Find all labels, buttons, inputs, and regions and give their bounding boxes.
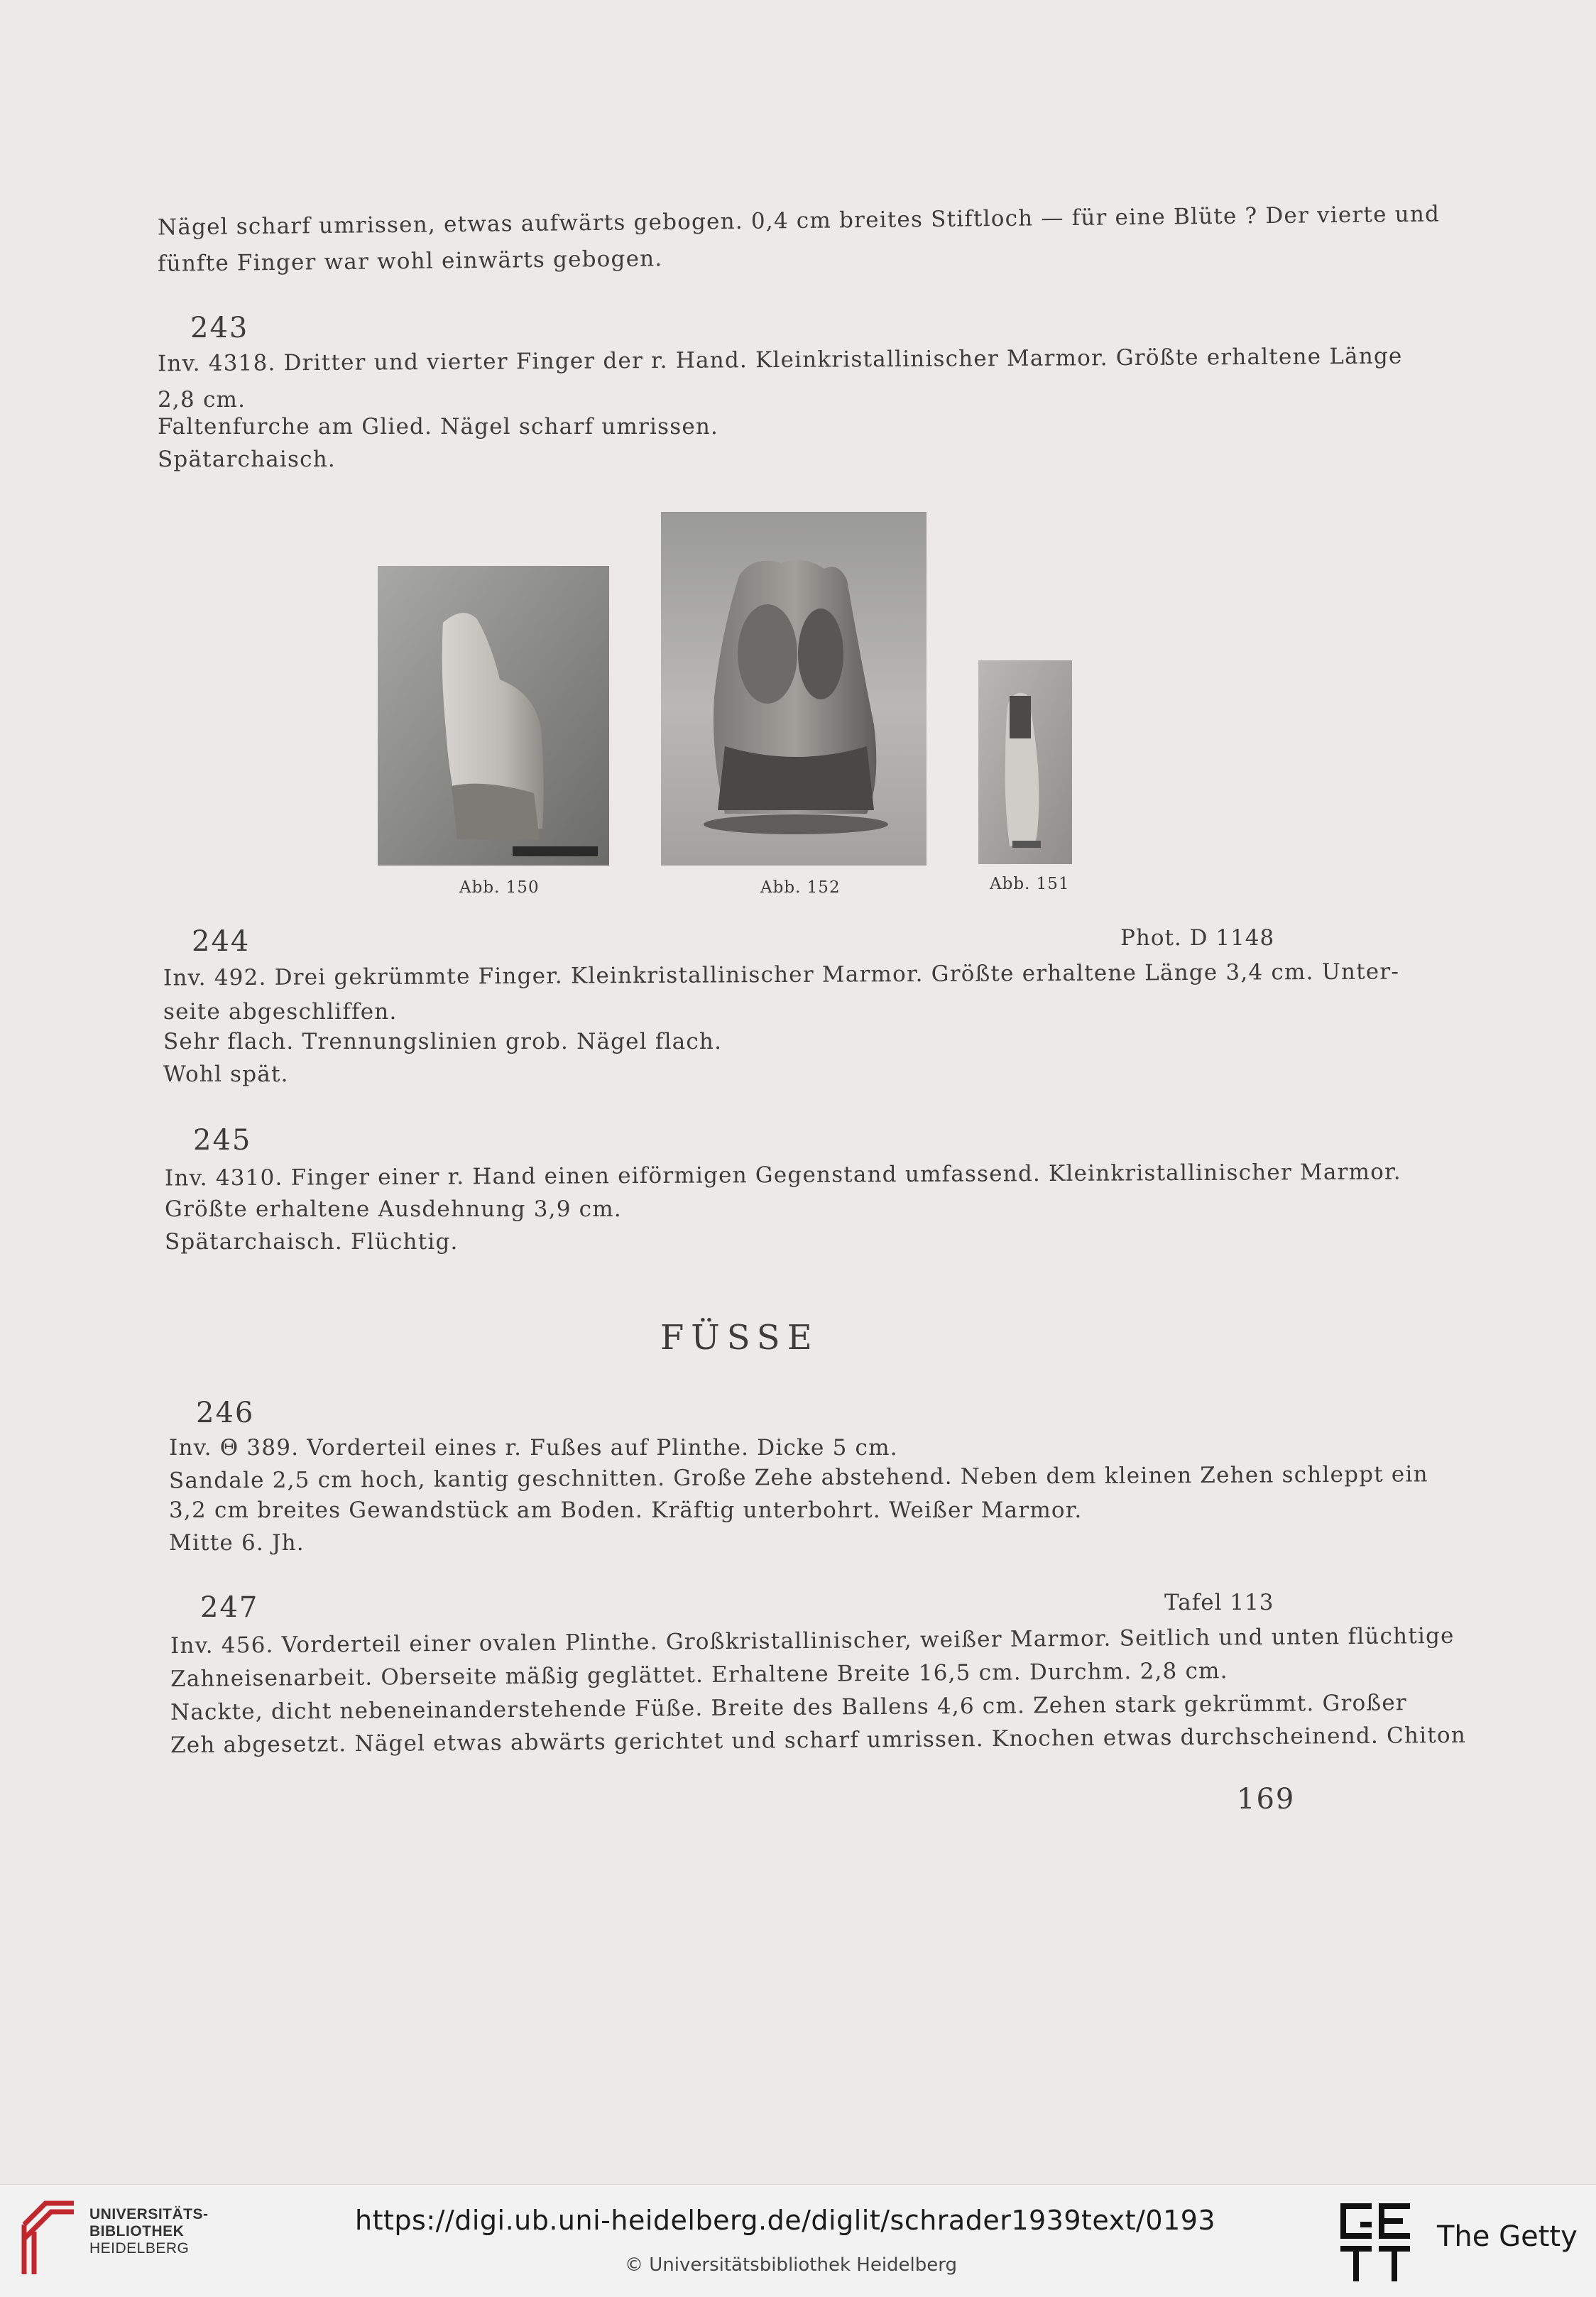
university-library-logo-icon — [17, 2196, 78, 2281]
figure-abb-151 — [978, 660, 1072, 864]
entry-line: 3,2 cm breites Gewandstück am Boden. Kräftig unterbohrt. Weißer Marmor. — [169, 1497, 1083, 1523]
entry-line: Zahneisenarbeit. Oberseite mäßig geglättet. Erhaltene Breite 16,5 cm. Durchm. 2,8 cm. — [170, 1658, 1228, 1692]
entry-line: Inv. 4310. Finger einer r. Hand einen eiförmigen Gegenstand umfassend. Kleinkristallinischer Marmor. — [164, 1159, 1401, 1191]
permalink-url[interactable]: https://digi.ub.uni-heidelberg.de/diglit/schrader1939text/0193 — [355, 2205, 1216, 2236]
entry-line: Sehr flach. Trennungslinien grob. Nägel flach. — [163, 1029, 723, 1054]
entry-line: 2,8 cm. — [158, 387, 246, 413]
entry-number: 243 — [190, 312, 249, 344]
figure-abb-150 — [378, 566, 609, 866]
photo-reference: Phot. D 1148 — [1120, 925, 1275, 951]
entry-line: Größte erhaltene Ausdehnung 3,9 cm. — [165, 1196, 622, 1222]
university-library-name: UNIVERSITÄTS- BIBLIOTHEK HEIDELBERG — [89, 2206, 209, 2257]
entry-number: 245 — [193, 1124, 252, 1157]
entry-line: Zeh abgesetzt. Nägel etwas abwärts gerichtet und scharf umrissen. Knochen etwas durchscheinend. Chiton — [170, 1722, 1467, 1759]
page-number: 169 — [1237, 1783, 1296, 1816]
figure-caption: Abb. 150 — [459, 878, 540, 897]
entry-number: 246 — [196, 1397, 255, 1429]
entry-line: Inv. 456. Vorderteil einer ovalen Plinthe. Großkristallinischer, weißer Marmor. Seitlich und unten flüchtige — [170, 1622, 1455, 1659]
footer-banner — [0, 2184, 1596, 2297]
entry-number: 244 — [192, 925, 251, 958]
entry-line: seite abgeschliffen. — [163, 999, 398, 1025]
intro-line: fünfte Finger war wohl einwärts gebogen. — [157, 246, 663, 277]
section-heading: FÜSSE — [660, 1318, 819, 1358]
partner-name: The Getty — [1437, 2220, 1578, 2253]
entry-line: Inv. 4318. Dritter und vierter Finger der r. Hand. Kleinkristallinischer Marmor. Größte erhaltene Länge — [157, 343, 1403, 377]
figure-caption: Abb. 151 — [990, 875, 1070, 893]
entry-line: Inv. 492. Drei gekrümmte Finger. Kleinkristallinischer Marmor. Größte erhaltene Länge 3,4 cm. Unter- — [163, 959, 1400, 991]
entry-line: Nackte, dicht nebeneinanderstehende Füße. Breite des Ballens 4,6 cm. Zehen stark gekrümmt. Großer — [170, 1690, 1408, 1725]
entry-line: Mitte 6. Jh. — [169, 1530, 305, 1556]
intro-line: Nägel scharf umrissen, etwas aufwärts gebogen. 0,4 cm breites Stiftloch — für eine Blüte ? Der vierte und — [157, 201, 1441, 241]
entry-line: Spätarchaisch. — [158, 447, 336, 472]
entry-line: Spätarchaisch. Flüchtig. — [165, 1229, 459, 1255]
entry-line: Faltenfurche am Glied. Nägel scharf umrissen. — [158, 414, 719, 440]
figure-abb-152 — [661, 512, 927, 866]
entry-line: Wohl spät. — [163, 1062, 289, 1087]
entry-line: Sandale 2,5 cm hoch, kantig geschnitten. Große Zehe abstehend. Neben dem kleinen Zehen schleppt ein — [168, 1461, 1428, 1494]
entry-number: 247 — [200, 1591, 259, 1624]
entry-line: Inv. Θ 389. Vorderteil eines r. Fußes auf Plinthe. Dicke 5 cm. — [169, 1435, 898, 1461]
plate-reference: Tafel 113 — [1164, 1590, 1274, 1615]
figure-caption: Abb. 152 — [760, 878, 841, 897]
getty-logo-icon — [1339, 2200, 1417, 2286]
copyright-notice: © Universitätsbibliothek Heidelberg — [625, 2254, 958, 2276]
